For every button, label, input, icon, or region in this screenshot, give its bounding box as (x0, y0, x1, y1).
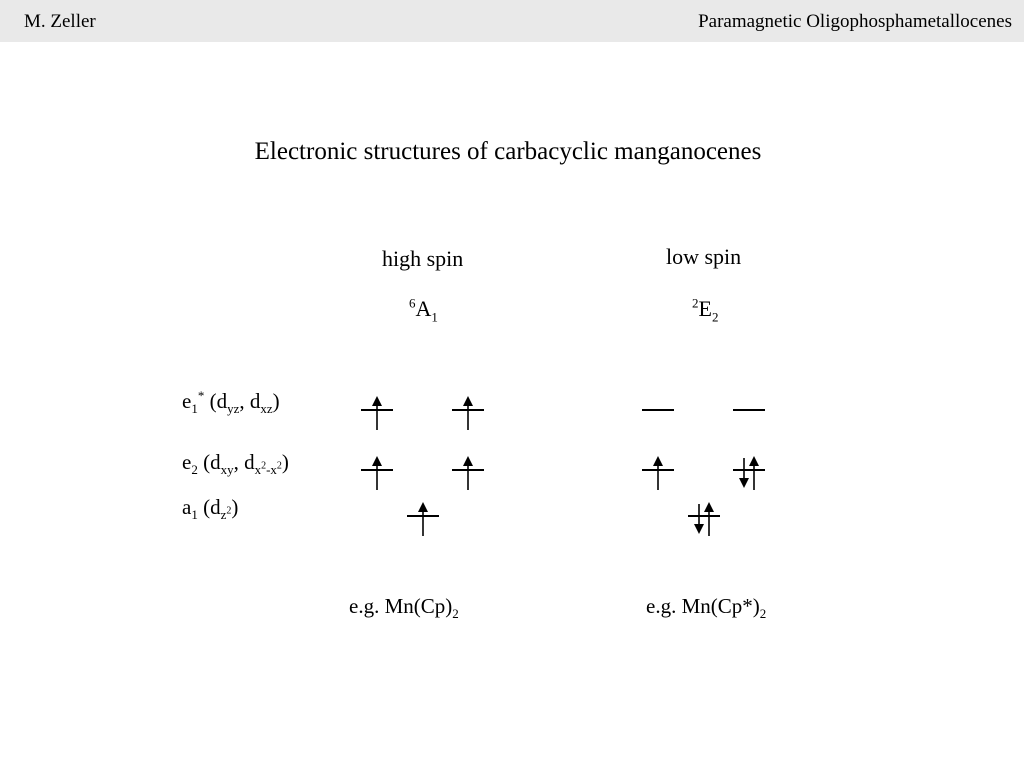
example-subscript: 2 (452, 606, 459, 622)
orbital-text: (d (197, 450, 221, 474)
orbital-text: , d (239, 389, 261, 413)
orbital-subscript-part: -x (266, 462, 277, 478)
orbital-symbol: e (182, 389, 192, 413)
example-subscript: 2 (759, 606, 767, 622)
spin-up-arrow-head (372, 456, 382, 466)
example-text: e.g. Mn(Cp*) (646, 594, 760, 618)
example-text: e.g. Mn(Cp) (349, 594, 453, 618)
orbital-text: , d (233, 450, 255, 474)
spin-up-arrow-head (418, 502, 428, 512)
spin-down-arrow-head (739, 478, 749, 488)
orbital-subscript: xz (260, 401, 273, 417)
term-letter: A (415, 296, 432, 321)
low-spin-example (646, 594, 767, 622)
orbital-subscript: yz (227, 401, 240, 417)
low-spin-label: low spin (666, 244, 742, 269)
orbital-symbol: e (182, 450, 192, 474)
term-subscript: 1 (431, 309, 438, 325)
orbital-symbol: a (182, 495, 192, 519)
spin-up-arrow-head (463, 396, 473, 406)
orbital-subscript-part: x (254, 462, 262, 478)
orbital-subscript: 1 (191, 507, 198, 523)
orbital-text: (d (197, 495, 221, 519)
orbital-text: ) (272, 389, 280, 413)
term-subscript: 2 (711, 309, 719, 325)
orbital-exponent: 2 (226, 505, 232, 517)
orbital-exponent: 2 (276, 460, 282, 472)
spin-down-arrow-head (694, 524, 704, 534)
orbital-exponent: 2 (261, 460, 267, 472)
header-title: Paramagnetic Oligophosphametallocenes (698, 11, 1012, 32)
spin-up-arrow-head (704, 502, 714, 512)
orbital-text: (d (204, 389, 228, 413)
term-letter: E (698, 296, 712, 321)
orbital-star: * (197, 388, 205, 403)
high-spin-example (349, 594, 459, 622)
orbital-subscript-part: z (220, 507, 227, 523)
term-multiplicity: 6 (409, 295, 416, 311)
spin-up-arrow-head (372, 396, 382, 406)
slide-title: Electronic structures of carbacyclic manganocenes (254, 138, 762, 165)
header-author: M. Zeller (24, 11, 96, 32)
orbital-subscript: xy (220, 462, 234, 478)
spin-up-arrow-head (653, 456, 663, 466)
term-multiplicity: 2 (692, 295, 699, 311)
high-spin-label: high spin (382, 246, 464, 271)
orbital-subscript: 1 (191, 401, 198, 417)
orbital-subscript: 2 (191, 462, 198, 478)
energy-levels (361, 396, 765, 536)
spin-up-arrow-head (463, 456, 473, 466)
orbital-text: ) (281, 450, 289, 474)
orbital-text: ) (231, 495, 239, 519)
spin-up-arrow-head (749, 456, 759, 466)
